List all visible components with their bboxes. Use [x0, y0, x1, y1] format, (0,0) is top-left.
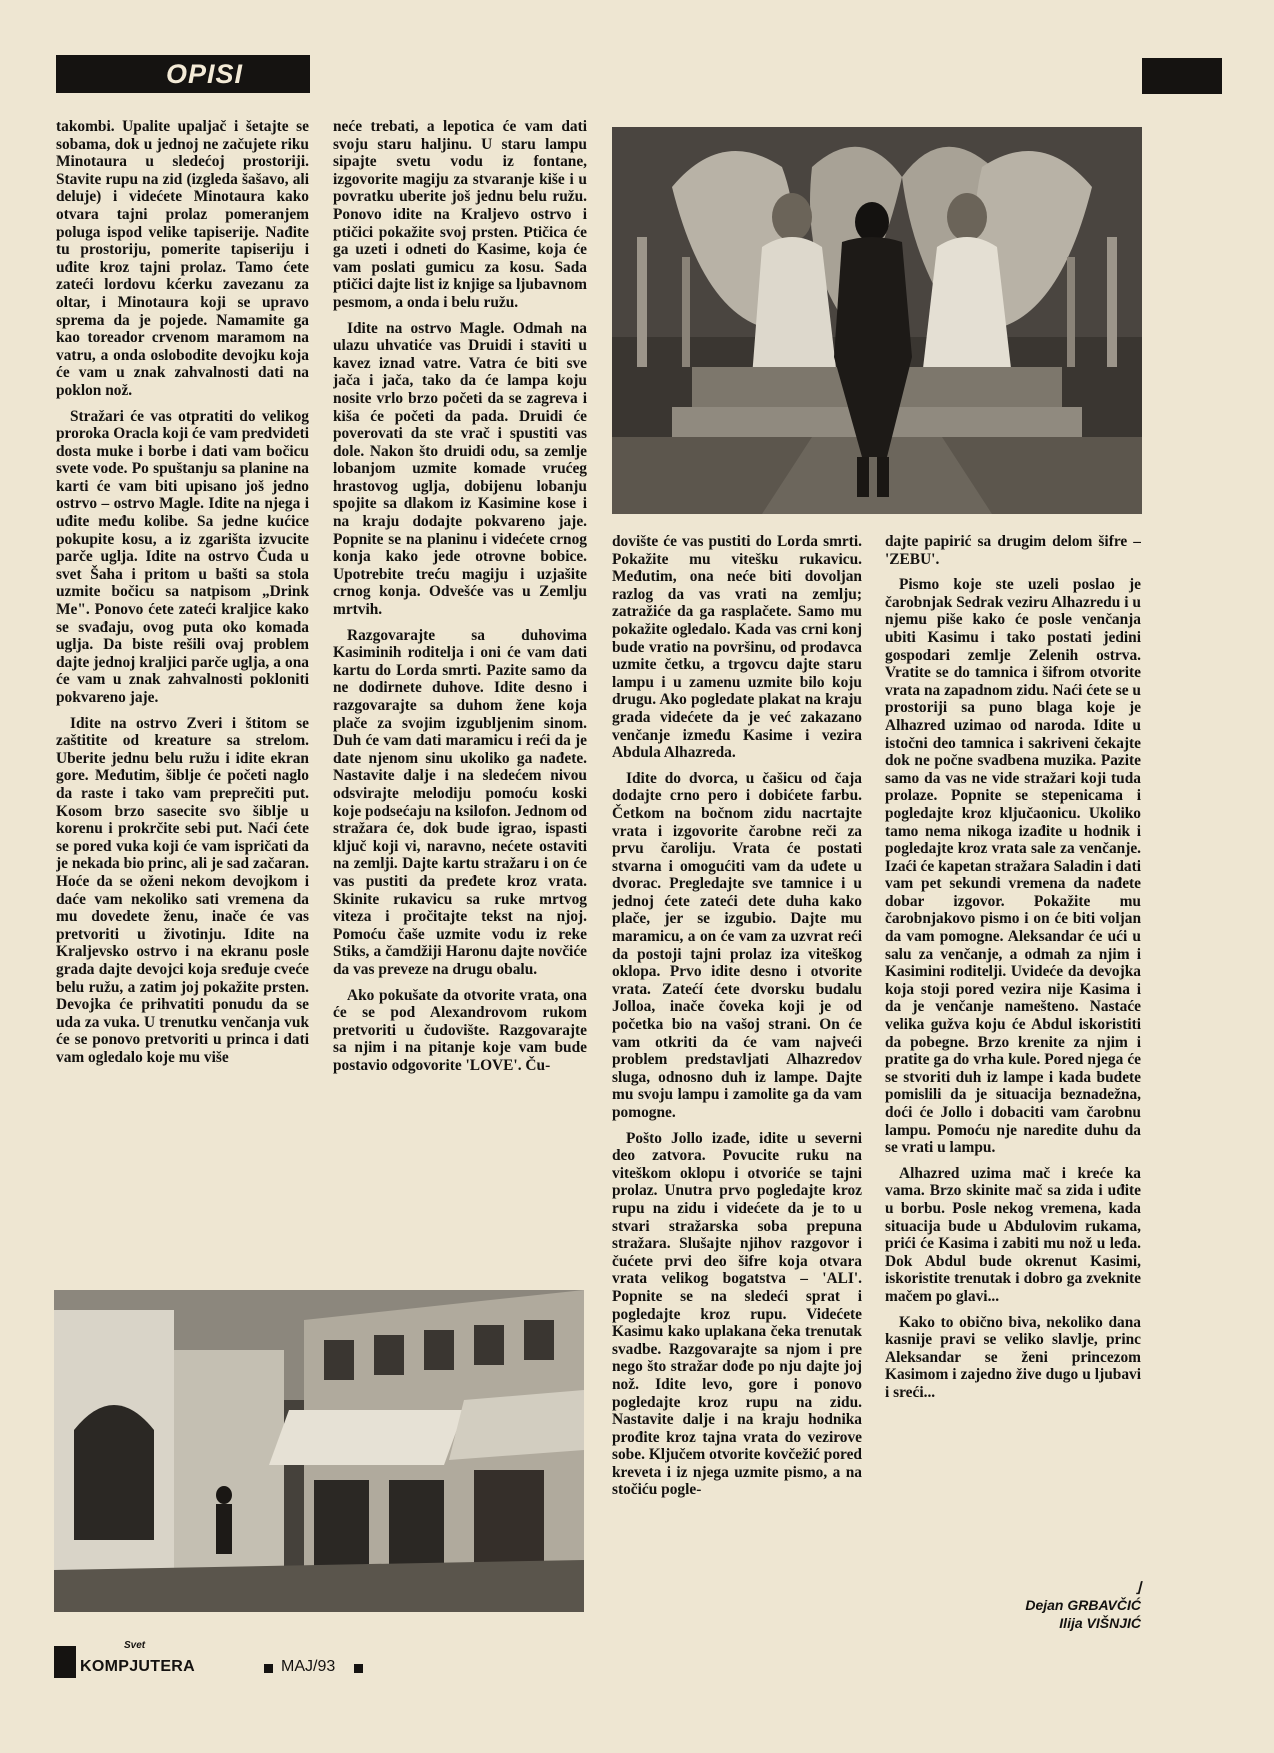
article-column-2 [333, 118, 587, 1280]
paragraph: Pismo koje ste uzeli poslao je čarobnjak Sedrak veziru Alhazredu i u njemu piše kako će posle venčanja ubiti Kasimu i tako postati jedini gospodari zemlje Zelenih ostrva. Vratite se do tamnica i šifrom otvorite vrata na zapadnom zidu. Naći ćete se u prostoriji sa puno blaga koje je Alhazred uzimao od naroda. Idite u istočni deo tamnica i sakriveni čekajte dok ne počne svadbena muzika. Pazite samo da vas ne vide stražari koji tuda prolaze. Popnite se stepenicama i pogledajte kroz ključaonicu. Ukoliko tamo nema nikoga izađite u hodnik i pogledajte kroz vrata sale za venčanje. Izaći će kapetan stražara Saladin i dati vam pet sekundi vremena da nađete dobar izgovor. Pokažite mu čarobnjakovo pismo i on će biti voljan da vam pomogne. Aleksandar će ući u salu za venčanje, a odmah za njim i Kasimini roditelji. Uvideće da devojka koja stoji pored vezira nije Kasima i da je venčanje namešteno. Nastaće velika gužva koju će Abdul iskoristiti da pobegne. Brzo krenite za njim i pratite ga do vrha kule. Pored njega će se stvoriti duh iz lampe i kada budete pomislili da je situacija beznadežna, doći će Jollo i dobaciti vam čarobnu lampu. Pomoću nje naredite duhu da se vrati u lampu. [885, 576, 1141, 1157]
magazine-name: KOMPJUTERA [80, 1658, 196, 1675]
paragraph: Razgovarajte sa duhovima Kasiminih roditelja i oni će vam dati kartu do Lorda smrti. Pazite samo da ne dodirnete duhove. Idite desno i razgovarajte sa duhom žene koja plače za svojim izgubljenim sinom. Duh će vam dati maramicu i reći da je date njenom sinu ukoliko ga nađete. Nastavite dalje i na sledećem nivou odsvirajte melodiju pomoću koski koje podsećaju na ksilofon. Jednom od stražara će, dok bude igrao, ispasti ključ koji vi, naravno, nećete ostaviti na zemlji. Dajte kartu stražaru i on će vas pustiti da pređete kroz vrata. Skinite rukavicu sa ruke mrtvog viteza i pročitajte tekst na njoj. Pomoću čaše uzmite vodu iz reke Stiks, a čamdžiji Haronu dajte novčiće da vas preveze na drugu obalu. [333, 626, 587, 978]
paragraph: Pošto Jollo izađe, idite u severni deo zatvora. Povucite ruku na viteškom oklopu i otvoriće se tajni prolaz. Unutra prvo pogledajte kroz rupu na zidu i videćete da je to u stvari stražarska soba prepuna stražara. Slušajte njihov razgovor i čućete prvi deo šifre koja otvara vrata velikog bogatstva – 'ALI'. Popnite se na sledeći sprat i pogledajte kroz rupu. Videćete Kasimu kako uplakana čeka trenutak svadbe. Razgovarajte sa njom i pre nego što stražar dođe po nju dajte joj nož. Idite levo, gore i ponovo pogledajte kroz rupu na zidu. Nastavite dalje i na kraju hodnika prođite kroz tajna vrata do vezirove sobe. Ključem otvorite kovčežić pored kreveta i iz njega uzmite pismo, a na stočiću pogle- [612, 1129, 862, 1499]
author-name: Ilija VIŠNJIĆ [1059, 1615, 1141, 1631]
paragraph: Stražari će vas otpratiti do velikog proroka Oracla koji će vam predvideti dosta muke i borbe i dati vam bočicu svete vode. Po spuštanju sa planine na karti će vam biti upisano još jedno ostrvo – ostrvo Magle. Idite na njega i uđite među kolibe. Sa jedne kućice pokupite kosu, a iz zgarišta izvucite parče uglja. Idite na ostrvo Čuda u svet Šaha i pritom u bašti sa stola uzmite bočicu sa natpisom „Drink Me". Ponovo ćete zateći kraljice kako se svađaju, ovog puta oko komada uglja. Da biste rešili ovaj problem dajte jednoj kraljici parče uglja, a ona će vam u znak zahvalnosti pokloniti pokvareno jaje. [56, 407, 309, 706]
paragraph: Kako to obično biva, nekoliko dana kasnije pravi se veliko slavlje, princ Aleksandar se ženi princezom Kasimom i zajedno žive dugo u ljubavi i sreći... [885, 1313, 1141, 1401]
paragraph: Idite na ostrvo Zveri i štitom se zaštitite od kreature sa strelom. Uberite jednu belu ružu i idite ekran gore. Međutim, šiblje će početi naglo da raste i tako vam preprečiti put. Kosom brzo sasecite svo šiblje u korenu i prokrčite sebi put. Naći ćete se pored vuka koji će vam ispričati da je nekada bio princ, ali je sad začaran. Hoće da se oženi nekom devojkom i daće vam nekoliko sati vremena da mu dovedete ženu, inače će vas pretvoriti u životinju. Idite na Kraljevsko ostrvo i na ekranu posle grada dajte devojci koja sređuje cveće belu ružu, a zatim joj pokažite prsten. Devojka će prihvatiti ponudu da se uda za vuka. U trenutku venčanja vuk će se ponovo pretvoriti u princa i dati vam ogledalo koje mu više [56, 714, 309, 1066]
paragraph: Alhazred uzima mač i kreće ka vama. Brzo skinite mač sa zida i uđite u borbu. Posle nekog vremena, kada situacija bude u Abdulovim rukama, prići će Kasima i zabiti mu nož u leđa. Dok Abdul bude okrenut Kasimi, iskoristite trenutak i dobro ga zveknite mačem po glavi... [885, 1164, 1141, 1305]
footer-square [264, 1664, 273, 1673]
magazine-prefix: Svet [124, 1640, 146, 1651]
paragraph: Ako pokušate da otvorite vrata, ona će se pod Alexandrovom rukom pretvoriti u čudovište. Razgovarajte sa njim i na pitanje koje vam bude postavio odgovorite 'LOVE'. Ču- [333, 986, 587, 1074]
section-banner [56, 55, 310, 93]
article-column-4 [885, 533, 1141, 1615]
footer-square [354, 1664, 363, 1673]
section-title: OPISI [166, 59, 244, 89]
game-screenshot-town [54, 1290, 584, 1612]
end-mark: ⌋ [1135, 1579, 1141, 1595]
paragraph: dajte papirić sa drugim delom šifre – 'ZEBU'. [885, 533, 1141, 568]
author-signature [885, 1578, 1141, 1632]
paragraph: takombi. Upalite upaljač i šetajte se sobama, dok u jednoj ne začujete riku Minotaura u sledećoj prostoriji. Stavite rupu na zid (izgleda šašavo, ali deluje) i videćete Minotaura kako otvara tajni prolaz pomeranjem poluga ispod velike tapiserije. Nađite tu prostoriju, pomerite tapiseriju i uđite kroz tajni prolaz. Tamo ćete zateći lordovu kćerku zavezanu za oltar, i Minotaura koji se upravo sprema da je pojede. Namamite ga kao toreador crvenom maramom na vatru, a onda oslobodite devojku koja će vam u znak zahvalnosti dati na poklon nož. [56, 118, 309, 399]
footer-block [54, 1646, 76, 1678]
paragraph: Idite na ostrvo Magle. Odmah na ulazu uhvatiće vas Druidi i staviti u kavez iznad vatre. Vatra će biti sve jača i jača, tako da će lampa koju nosite vrlo brzo početi da se zagreva i kiša će početi da pada. Druidi će poverovati da ste vrač i spustiti vas dole. Nakon što druidi odu, sa zemlje lobanjom uzmite komade vrućeg hrastovog uglja, dobijenu lobanju spojite sa dlakom iz Kasimine kose i na kraju dodajte pokvareno jaje. Popnite se na planinu i videćete crnog konja kako jede otrovne bobice. Upotrebite treću magiju i uzjašite crnog konja. Odvešće vas u Zemlju mrtvih. [333, 319, 587, 619]
game-screenshot-angels [612, 127, 1142, 514]
issue-label: MAJ/93 [281, 1658, 336, 1675]
paragraph: dovište će vas pustiti do Lorda smrti. Pokažite mu vitešku rukavicu. Međutim, ona neće biti dovoljan razlog da vas vrati na zemlju; zatražiće da ga rasplačete. Samo mu pokažite ogledalo. Kada vas crni konj bude vratio na površinu, od prodavca uzmite četku, a trgovcu dajte staru lampu i u zamenu uzmite bilo koju drugu. Ako pogledate plakat na kraju grada videćete da je već zakazano venčanje između Kasime i vezira Abdula Alhazreda. [612, 533, 862, 762]
author-name: Dejan GRBAVČIĆ [1025, 1597, 1141, 1613]
paragraph: neće trebati, a lepotica će vam dati svoju staru haljinu. U staru lampu sipajte svetu vodu iz fontane, izgovorite magiju za stvaranje kiše i u povratku uberite još jednu belu ružu. Ponovo idite na Kraljevo ostrvo i ptičici pokažite svoj prsten. Ptičica će ga uzeti i odneti do Kasime, koja će vam poslati gumicu za kosu. Sada ptičici dajte list iz knjige sa ljubavnom pesmom, a onda i belu ružu. [333, 118, 587, 311]
paragraph: Idite do dvorca, u čašicu od čaja dodajte crno pero i dobićete farbu. Četkom na bočnom zidu nacrtajte vrata i izgovorite čarobne reči za prvu čaroliju. Vrata će postati stvarna i omogućiti vam da uđete u dvorac. Pregledajte sve tamnice i u jednoj ćete zateći dete duha kako plače, jer se izgubio. Dajte mu maramicu, a on će vam za uzvrat reći da postoji tajni prolaz iza viteškog oklopa. Prvo idite desno i otvorite vrata. Zatećí ćete dvorsku budalu Jolloa, inače čoveka koji je od početka bio na vašoj strani. On će vam otkriti da će vam najveći problem predstavljati Alhazredov sluga, odnosno duh iz lampe. Dajte mu svoju lampu i zamolite ga da vam pomogne. [612, 769, 862, 1121]
article-column-1 [56, 118, 309, 1278]
corner-block [1142, 58, 1222, 94]
article-column-3 [612, 533, 862, 1615]
page-footer [54, 1640, 374, 1680]
